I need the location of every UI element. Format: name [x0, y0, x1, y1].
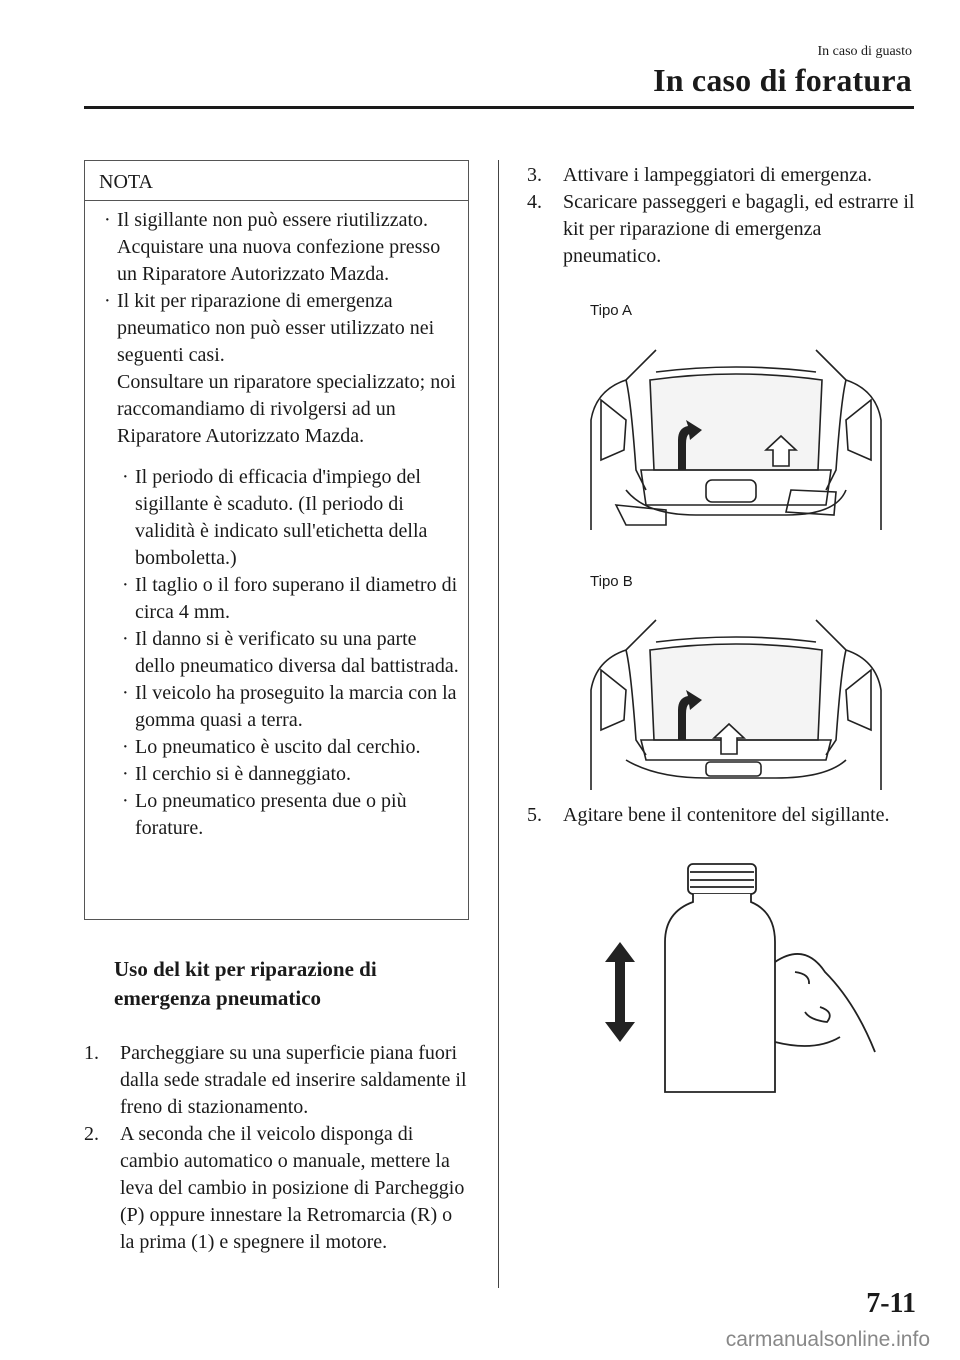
steps-right-lower	[527, 802, 917, 829]
step-number: 4.	[527, 191, 542, 213]
steps-right	[527, 162, 917, 270]
page-title: In caso di foratura	[653, 62, 912, 98]
step-item	[527, 802, 917, 829]
note-sub-bullet: · Il danno si è verificato su una parte dello pneumatico diversa dal battistrada.	[121, 626, 460, 680]
note-heading: NOTA	[85, 161, 468, 201]
note-bullet-text: Il kit per riparazione di emergenza pneumatico non può esser utilizzato nei seguenti casi.	[117, 290, 435, 366]
step-text: Scaricare passeggeri e bagagli, ed estrarre il kit per riparazione di emergenza pneumatico.	[563, 191, 915, 267]
step-number: 3.	[527, 164, 542, 186]
note-bullet	[103, 288, 460, 450]
note-sub-bullet: · Il periodo di efficacia d'impiego del sigillante è scaduto. (Il periodo di validità è indicato sull'etichetta della bomboletta.)	[121, 464, 460, 572]
watermark: carmanualsonline.info	[725, 1328, 930, 1351]
step-number: 2.	[84, 1123, 99, 1145]
note-bullet: · Il sigillante non può essere riutilizzato. Acquistare una nuova confezione presso un Riparatore Autorizzato Mazda.	[103, 207, 460, 288]
step-item	[84, 1121, 469, 1256]
note-sub-bullet: · Lo pneumatico presenta due o più forature.	[121, 788, 460, 842]
figure-label-tipo-a: Tipo A	[590, 302, 632, 319]
step-text: Attivare i lampeggiatori di emergenza.	[563, 164, 872, 186]
note-body	[85, 201, 468, 842]
column-divider	[498, 160, 499, 1288]
note-sub-bullet: · Il cerchio si è danneggiato.	[121, 761, 460, 788]
sealant-bottle-illustration	[595, 862, 885, 1102]
note-box	[84, 160, 469, 920]
note-bullet-continuation: Consultare un riparatore specializzato; noi raccomandiamo di rivolgersi ad un Riparatore Autorizzato Mazda.	[117, 371, 456, 447]
step-number: 1.	[84, 1042, 99, 1064]
step-text: Parcheggiare su una superficie piana fuori dalla sede stradale ed inserire saldamente il freno di stazionamento.	[120, 1042, 467, 1118]
note-sub-bullet: · Il taglio o il foro superano il diametro di circa 4 mm.	[121, 572, 460, 626]
header-rule	[84, 106, 914, 109]
note-sub-bullet: · Lo pneumatico è uscito dal cerchio.	[121, 734, 460, 761]
section-title: In caso di guasto	[817, 44, 912, 59]
step-text: Agitare bene il contenitore del sigillante.	[563, 804, 890, 826]
page-number: 7-11	[866, 1288, 916, 1319]
figure-label-tipo-b: Tipo B	[590, 573, 633, 590]
step-item	[527, 162, 917, 189]
note-sub-bullet: · Il veicolo ha proseguito la marcia con la gomma quasi a terra.	[121, 680, 460, 734]
steps-left	[84, 1040, 469, 1256]
trunk-illustration-tipo-b	[586, 610, 886, 795]
step-item	[84, 1040, 469, 1121]
section-subheading: Uso del kit per riparazione di emergenza pneumatico	[114, 957, 377, 1010]
trunk-illustration-tipo-a	[586, 340, 886, 535]
step-text: A seconda che il veicolo disponga di cambio automatico o manuale, mettere la leva del cambio in posizione di Parcheggio (P) oppure innestare la Retromarcia (R) o la prima (1) e spegnere il motore.	[120, 1123, 465, 1253]
step-item	[527, 189, 917, 270]
step-number: 5.	[527, 804, 542, 826]
